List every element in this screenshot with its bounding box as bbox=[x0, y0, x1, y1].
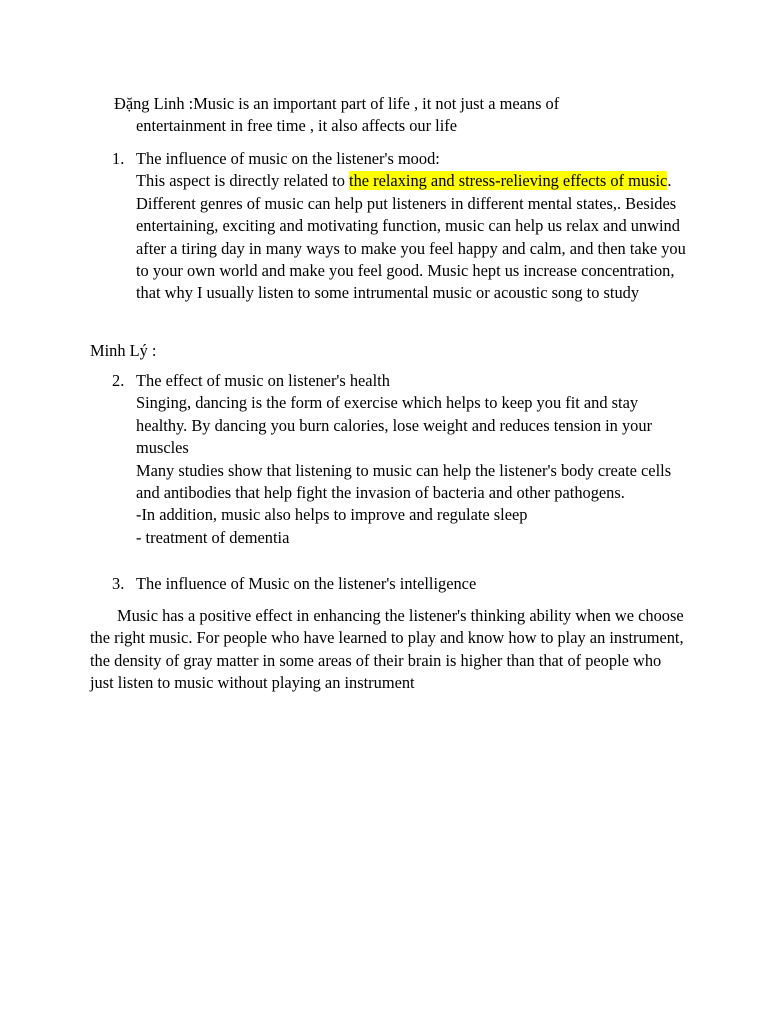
list-number-1: 1. bbox=[112, 149, 125, 168]
item-3-heading: The influence of Music on the listener's intelligence bbox=[136, 574, 477, 593]
list-number-2: 2. bbox=[112, 371, 125, 390]
list-item-2-body bbox=[136, 370, 687, 549]
list-item-1-body bbox=[136, 148, 687, 305]
intro-line-1: Đặng Linh :Music is an important part of life , it not just a means of bbox=[114, 94, 560, 113]
list-number-3: 3. bbox=[112, 574, 125, 593]
list-item-3 bbox=[112, 573, 687, 595]
list-item-3-body bbox=[136, 573, 687, 595]
item-2-para-2: Many studies show that listening to music can help the listener's body create cells and antibodies that help fight the invasion of bacteria and other pathogens. bbox=[136, 460, 672, 503]
item-1-text-after: . Different genres of music can help put listeners in different mental states,. Besides entertaining, exciting and motivating function, music can help us relax and unwind after a tiring day in many ways to make you feel happy and calm, and then take you to your own world and make you feel good. Music hept us increase concentration, that why I usually listen to some intrumental music or acoustic song to study bbox=[136, 171, 686, 303]
intro-paragraph bbox=[114, 93, 684, 138]
item-2-point-1: -In addition, music also helps to improve and regulate sleep bbox=[136, 505, 528, 525]
item-2-para-1: Singing, dancing is the form of exercise which helps to keep you fit and stay healthy. By dancing you burn calories, lose weight and reduces tension in your muscles bbox=[136, 393, 653, 458]
list-item-1 bbox=[112, 148, 687, 305]
item-1-text bbox=[136, 170, 687, 304]
closing-paragraph: Music has a positive effect in enhancing the listener's thinking ability when we choose the right music. For people who have learned to play and know how to play an instrument, the density of gray matter in some areas of their brain is higher than that of people who just listen to music without playing an instrument bbox=[90, 606, 684, 693]
item-2-point-2: - treatment of dementia bbox=[136, 527, 290, 547]
item-1-heading: The influence of music on the listener's mood: bbox=[136, 149, 440, 168]
intro-line-2: entertainment in free time , it also affects our life bbox=[136, 116, 458, 136]
author-label-minh: Minh Lý : bbox=[90, 341, 157, 360]
list-item-2 bbox=[112, 370, 687, 549]
item-1-text-before: This aspect is directly related to bbox=[136, 171, 350, 191]
item-2-heading: The effect of music on listener's health bbox=[136, 371, 390, 390]
highlighted-text: the relaxing and stress-relieving effects of music bbox=[349, 171, 668, 191]
